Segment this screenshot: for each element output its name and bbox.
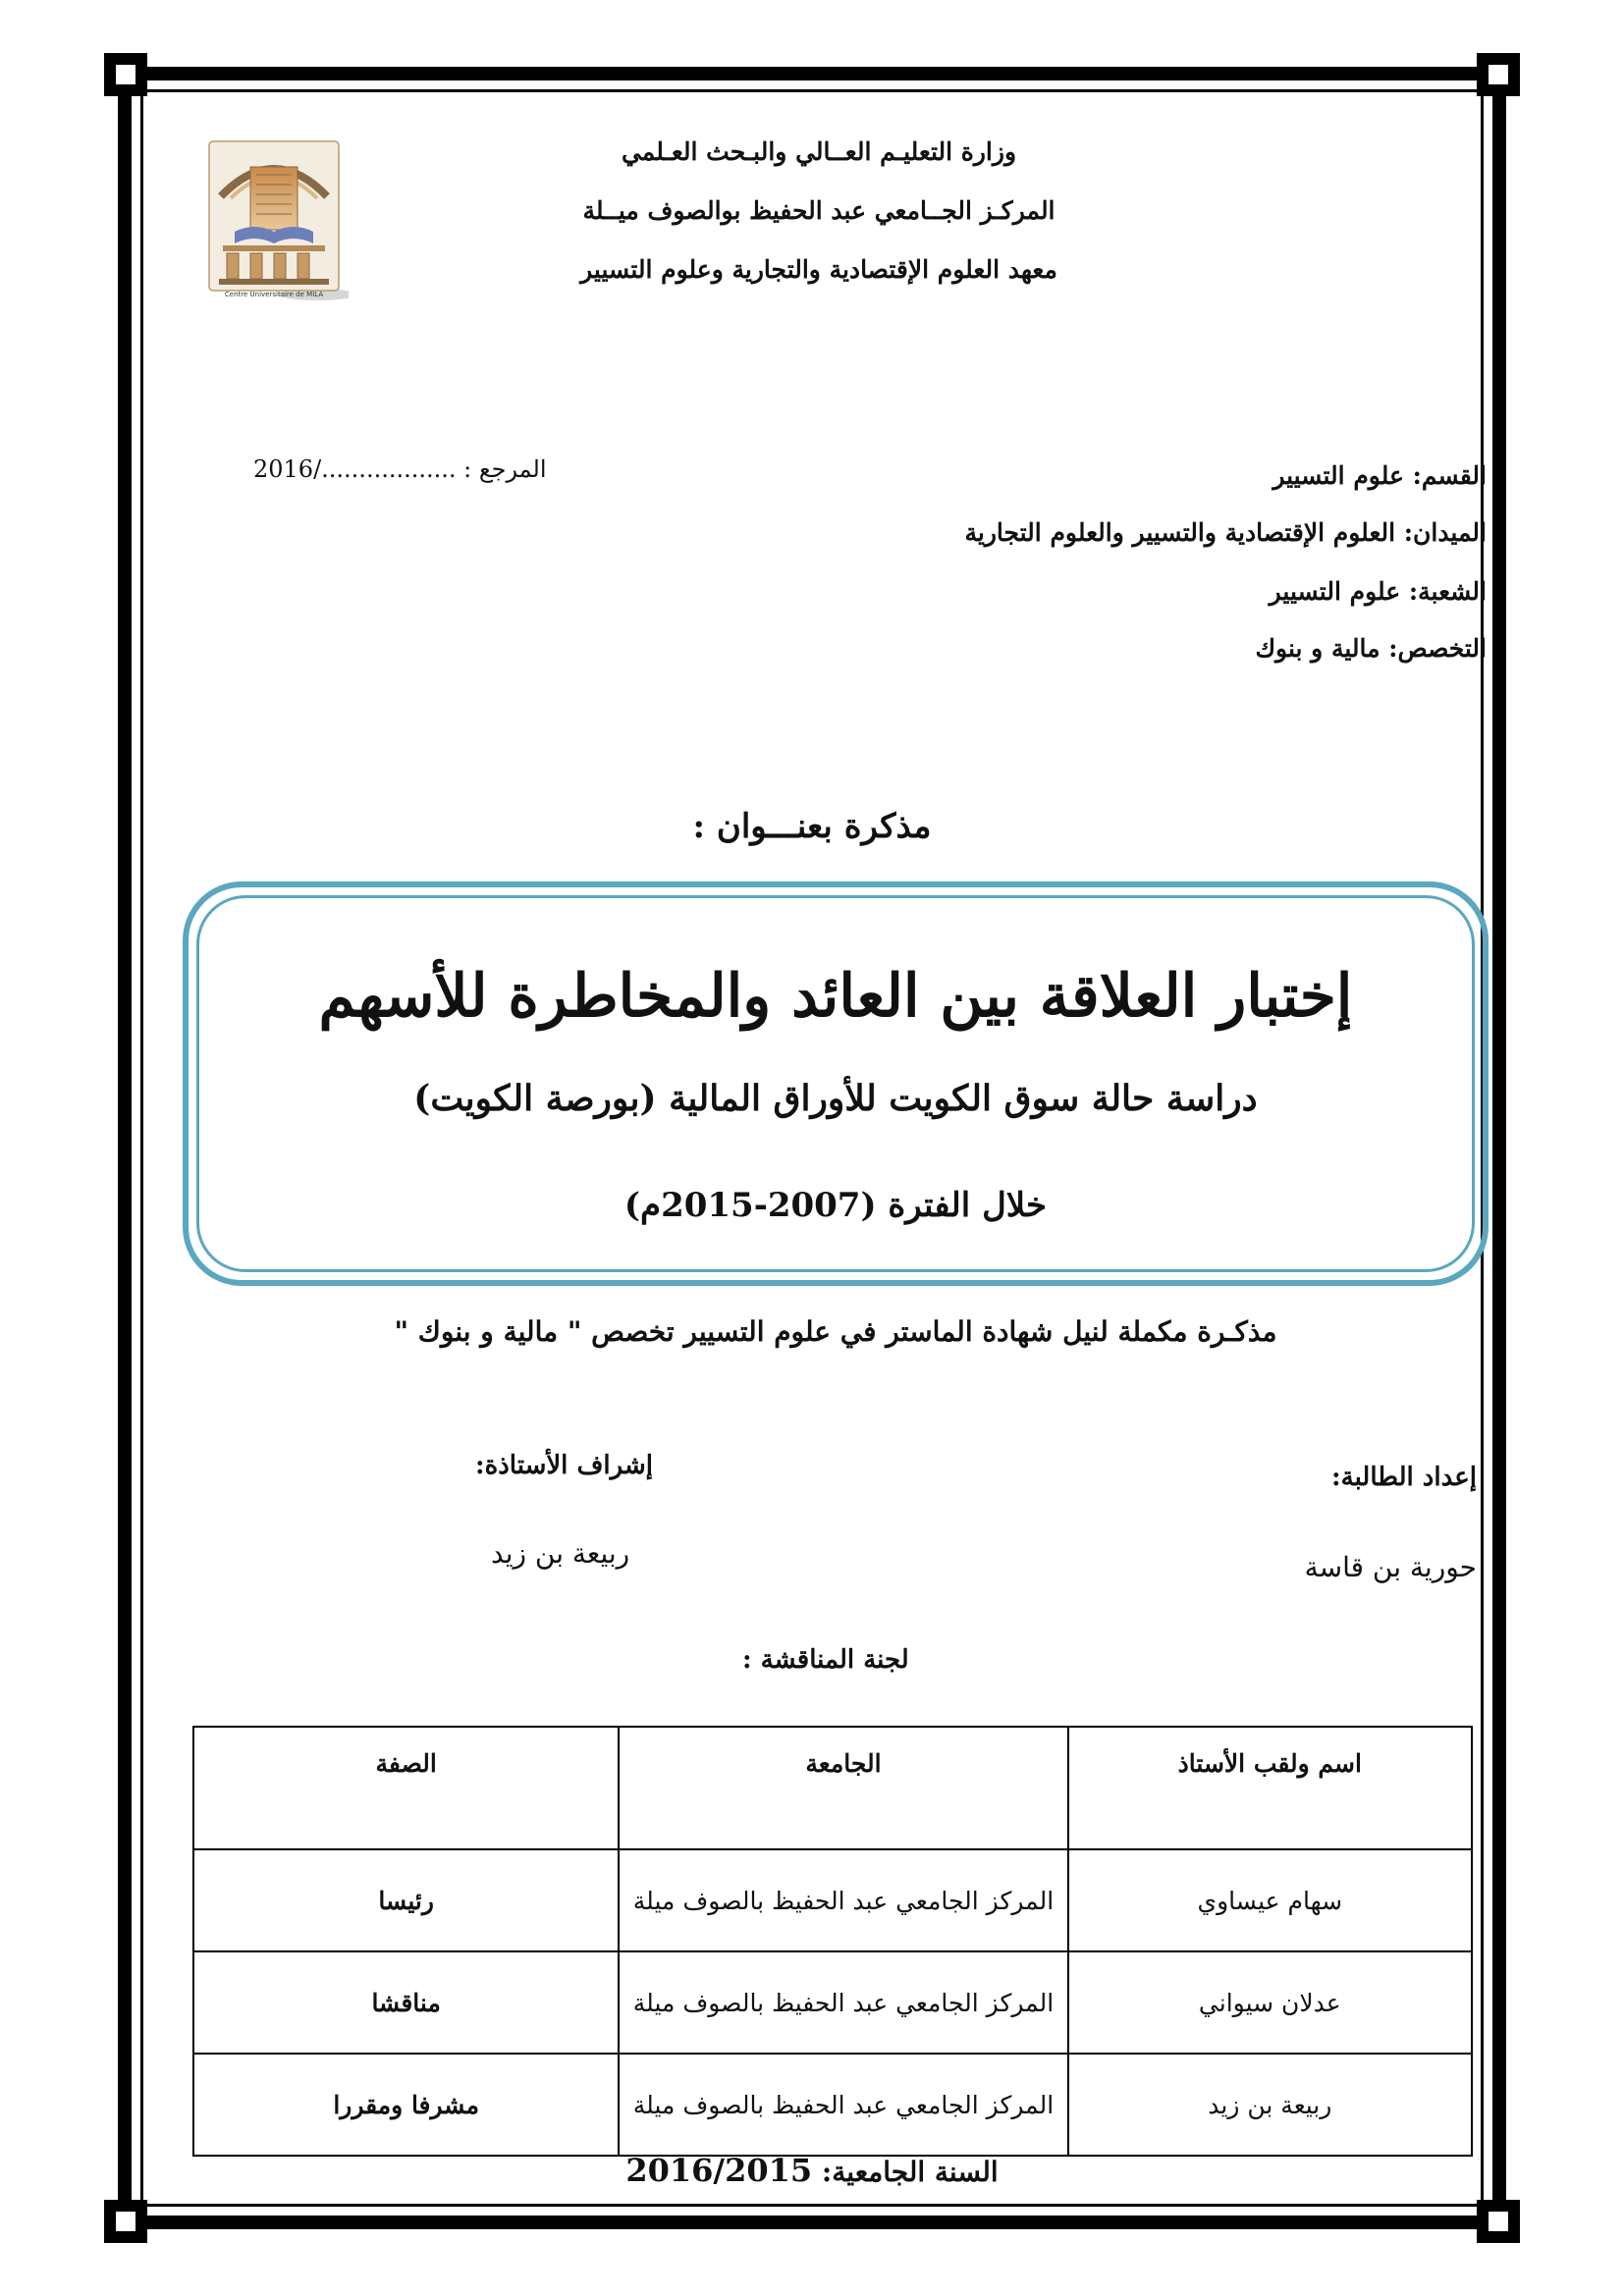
logo-caption: Centre Universitaire de MILA [224,291,324,298]
jury-member-university: المركز الجامعي عبد الحفيظ بالصوف ميلة [619,1951,1067,2054]
supervisor-name: ربيعة بن زيد [491,1537,630,1570]
thesis-subtitle: دراسة حالة سوق الكويت للأوراق المالية (بورصة الكويت) [413,1078,1258,1119]
degree-purpose: مذكـرة مكملة لنيل شهادة الماستر في علوم التسيير تخصص " مالية و بنوك " [394,1315,1277,1348]
frame-corner-bottom-right [1477,2200,1520,2243]
frame-corner-top-right [1477,53,1520,96]
table-row [193,2054,1472,2156]
memo-title-label: مذكرة بعنـــوان : [692,807,932,846]
specialty-line: التخصص: مالية و بنوك [1255,634,1487,663]
column-header-role: الصفة [193,1727,619,1849]
academic-year [0,2152,1624,2189]
column-header-university: الجامعة [619,1727,1067,1849]
thesis-title: إختبار العلاقة بين العائد والمخاطرة للأسهم [318,962,1353,1031]
academic-year-value: 2016/2015 [625,2152,813,2189]
university-name: المركـز الجــامعي عبد الحفيظ بوالصوف ميــلة [582,196,1056,225]
frame-corner-bottom-left [104,2200,147,2243]
thesis-period: خلال الفترة (2007-2015م) [623,1186,1048,1225]
jury-table [192,1726,1473,2157]
jury-member-role: رئيسا [193,1849,619,1951]
committee-label: لجنة المناقشة : [742,1645,909,1675]
prepared-by-label: إعداد الطالبة: [1331,1463,1477,1492]
table-header-row [193,1727,1472,1849]
reference-number: المرجع : ................../2016 [253,455,547,483]
jury-member-name: ربيعة بن زيد [1068,2054,1472,2156]
department-line: القسم: علوم التسيير [1272,461,1487,490]
institute-name: معهد العلوم الإقتصادية والتجارية وعلوم التسيير [580,255,1057,284]
jury-member-university: المركز الجامعي عبد الحفيظ بالصوف ميلة [619,2054,1067,2156]
frame-corner-top-left [104,53,147,96]
supervisor-label: إشراف الأستاذة: [475,1451,653,1480]
jury-member-name: سهام عيساوي [1068,1849,1472,1951]
student-name: حورية بن قاسة [1304,1551,1477,1583]
jury-member-university: المركز الجامعي عبد الحفيظ بالصوف ميلة [619,1849,1067,1951]
university-logo-icon [201,137,349,302]
table-row [193,1849,1472,1951]
column-header-name: اسم ولقب الأستاذ [1068,1727,1472,1849]
branch-line: الشعبة: علوم التسيير [1269,577,1487,606]
jury-member-role: مشرفا ومقررا [193,2054,619,2156]
jury-member-name: عدلان سيواني [1068,1951,1472,2054]
field-line: الميدان: العلوم الإقتصادية والتسيير والعلوم التجارية [964,518,1487,547]
table-row [193,1951,1472,2054]
ministry-name: وزارة التعليـم العــالي والبـحث العـلمي [621,137,1017,166]
academic-year-label: السنة الجامعية: [821,2156,999,2188]
jury-member-role: مناقشا [193,1951,619,2054]
